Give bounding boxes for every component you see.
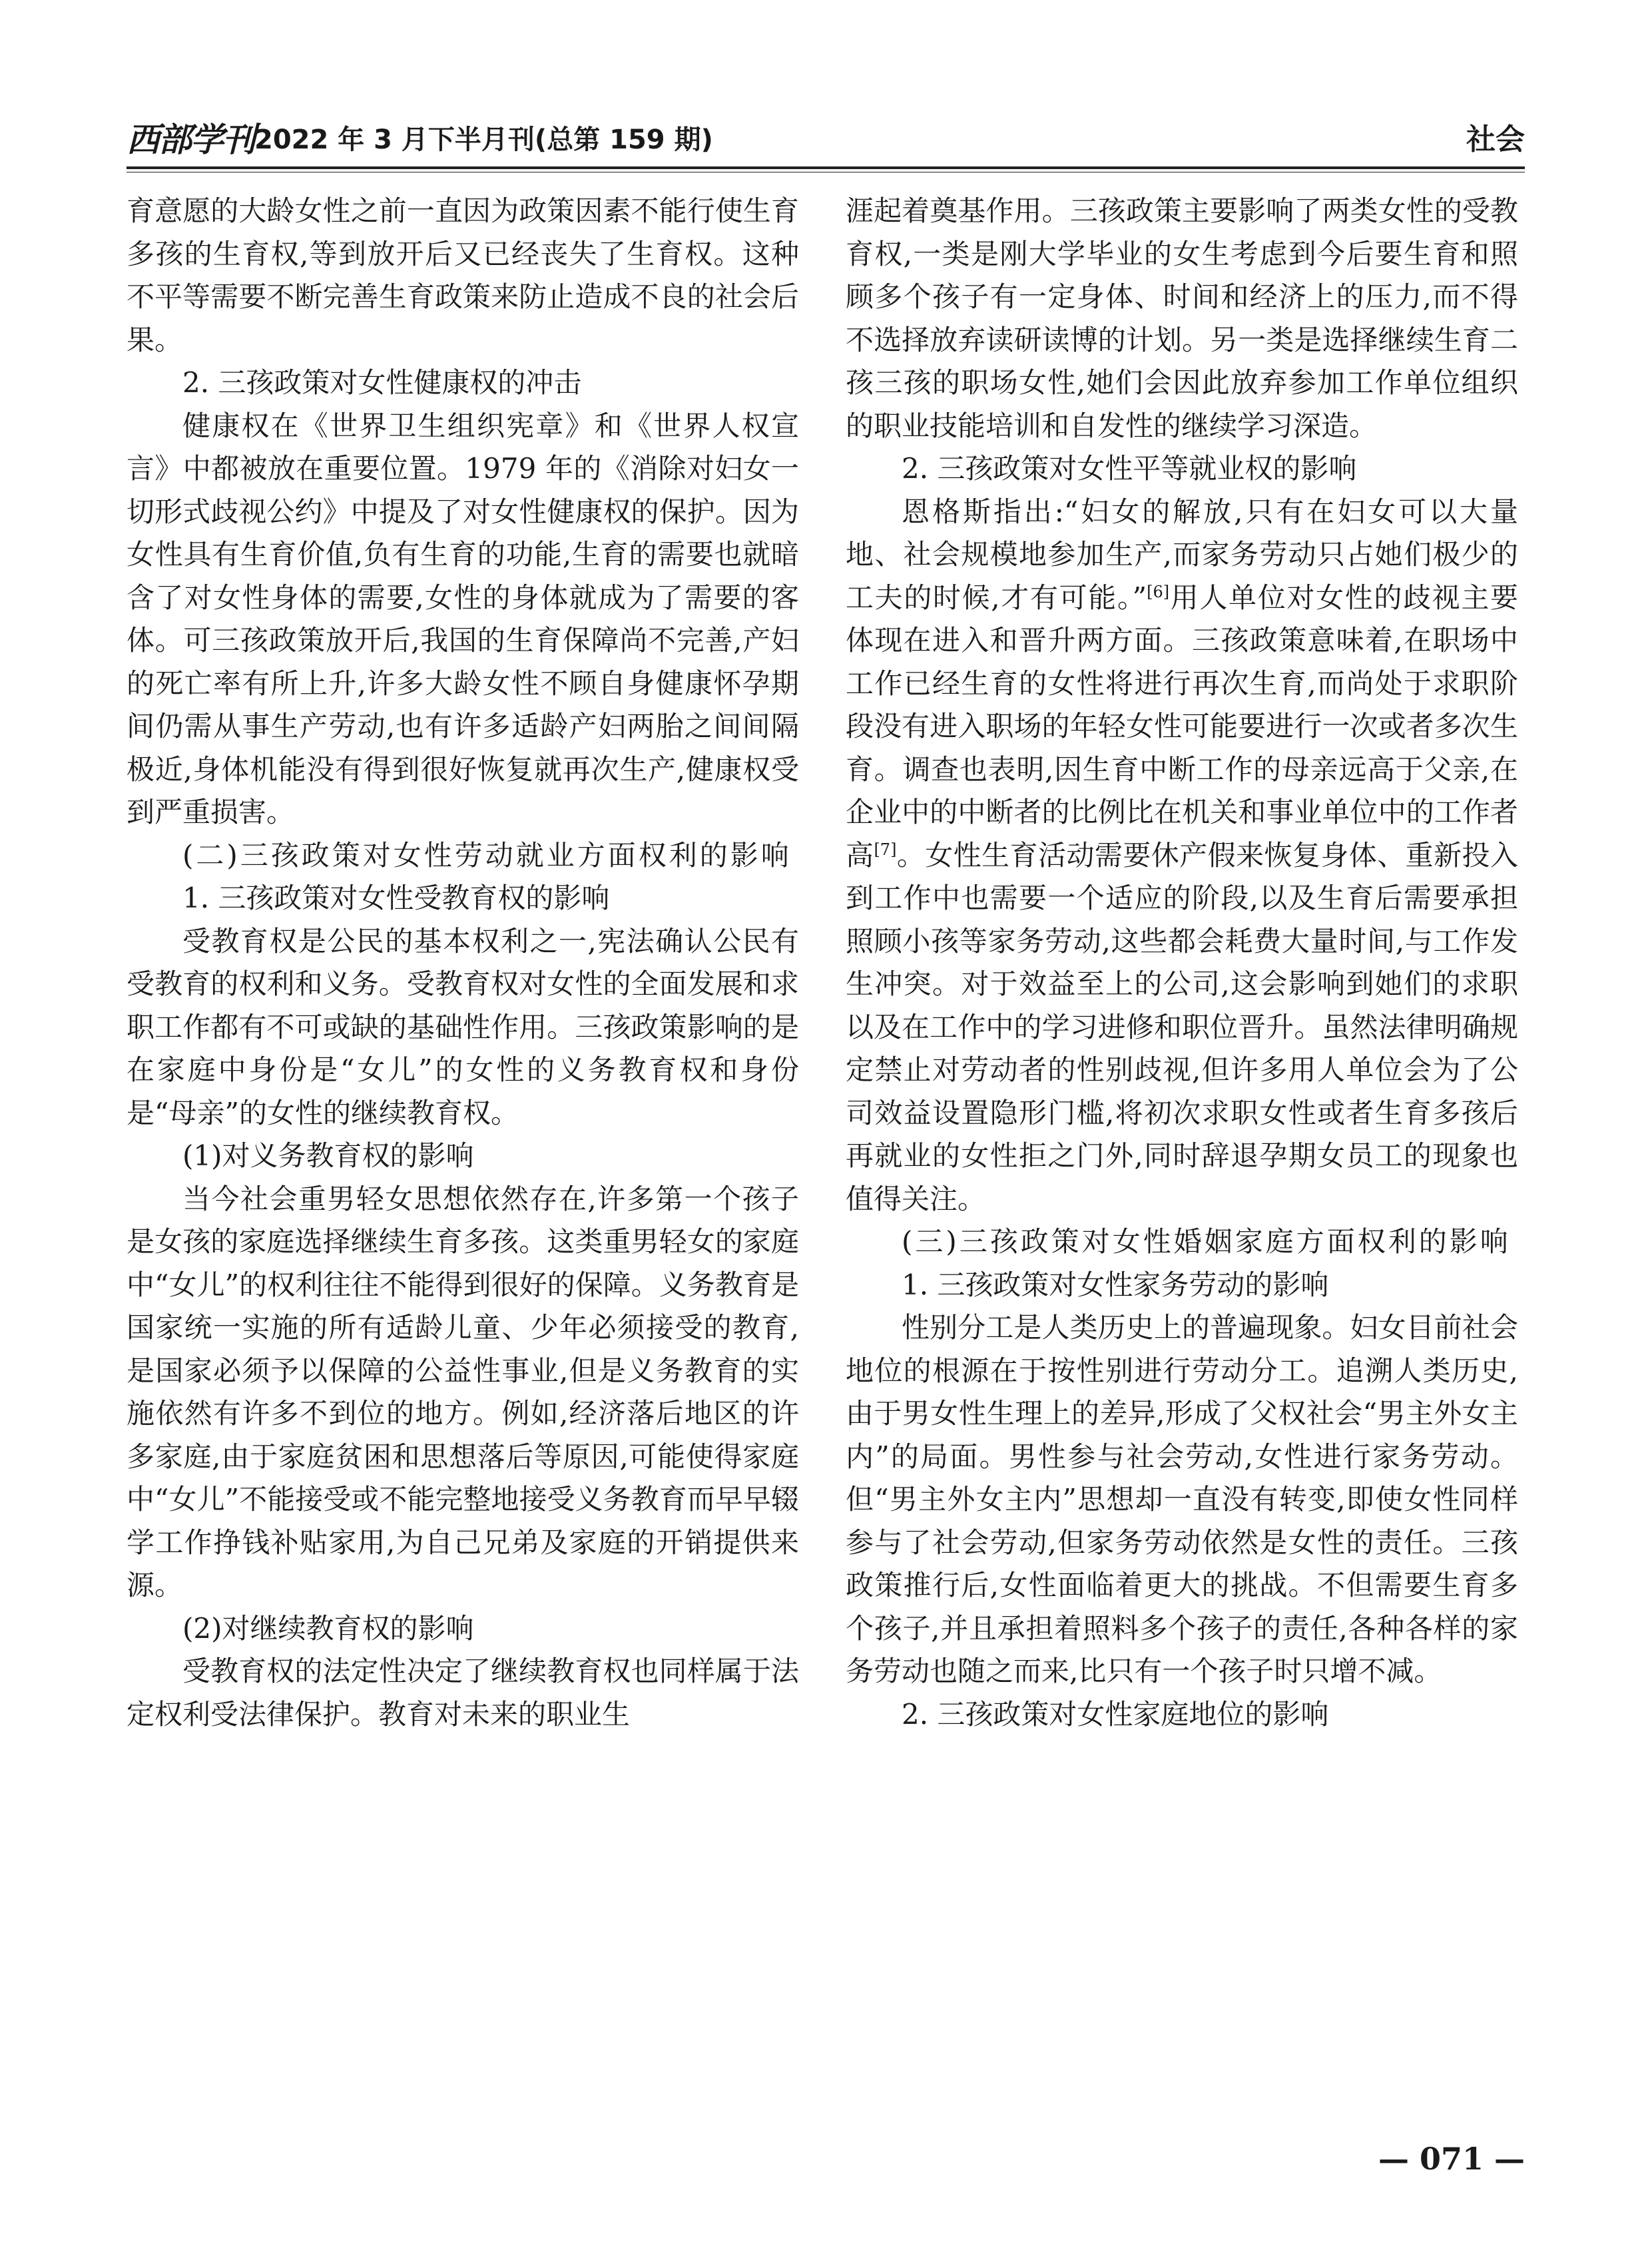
subheading: 1. 三孩政策对女性受教育权的影响 xyxy=(182,882,610,914)
section-heading: (二)三孩政策对女性劳动就业方面权利的影响 xyxy=(182,838,792,872)
page-header xyxy=(127,113,1525,160)
subheading: (2)对继续教育权的影响 xyxy=(182,1611,474,1645)
left-column xyxy=(127,190,799,1736)
paragraph xyxy=(846,491,1518,1221)
section-heading: (三)三孩政策对女性婚姻家庭方面权利的影响 xyxy=(902,1225,1511,1258)
subheading: 1. 三孩政策对女性家务劳动的影响 xyxy=(902,1268,1329,1301)
citation: [6] xyxy=(1147,582,1170,601)
page-number: — 071 — xyxy=(1378,2141,1525,2177)
paragraph-text: 。女性生育活动需要休产假来恢复身体、重新投入到工作中也需要一个适应的阶段,以及生育后需要承担照顾小孩等家务劳动,这些都会耗费大量时间,与工作发生冲突。对于效益至上的公司,这会影响到她们的求职以及在工作中的学习进修和职位晋升。虽然法律明确规定禁止对劳动者的性别歧视,但许多用人单位会为了公司效益设置隐形门槛,将初次求职女性或者生育多孩后再就业的女性拒之门外,同时辞退孕期女员工的现象也值得关注。 xyxy=(846,838,1518,1215)
header-rule xyxy=(127,166,1525,169)
paragraph: 受教育权是公民的基本权利之一,宪法确认公民有受教育的权利和义务。受教育权对女性的全面发展和求职工作都有不可或缺的基础性作用。三孩政策影响的是在家庭中身份是“女儿”的女性的义务教育权和身份是“母亲”的女性的继续教育权。 xyxy=(127,924,799,1129)
subheading: 2. 三孩政策对女性平等就业权的影响 xyxy=(902,452,1357,485)
paragraph-text: 用人单位对女性的歧视主要体现在进入和晋升两方面。三孩政策意味着,在职场中工作已经生育的女性将进行再次生育,而尚处于求职阶段没有进入职场的年轻女性可能要进行一次或者多次生育。调查也表明,因生育中断工作的母亲远高于父亲,在企业中的中断者的比例比在机关和事业单位中的工作者高 xyxy=(846,581,1518,872)
paragraph: 当今社会重男轻女思想依然存在,许多第一个孩子是女孩的家庭选择继续生育多孩。这类重男轻女的家庭中“女儿”的权利往往不能得到很好的保障。义务教育是国家统一实施的所有适龄儿童、少年必须接受的教育,是国家必须予以保障的公益性事业,但是义务教育的实施依然有许多不到位的地方。例如,经济落后地区的许多家庭,由于家庭贫困和思想落后等原因,可能使得家庭中“女儿”不能接受或不能完整地接受义务教育而早早辍学工作挣钱补贴家用,为自己兄弟及家庭的开销提供来源。 xyxy=(127,1182,799,1601)
paragraph: 健康权在《世界卫生组织宪章》和《世界人权宣言》中都被放在重要位置。1979 年的《消除对妇女一切形式歧视公约》中提及了对女性健康权的保护。因为女性具有生育价值,负有生育的功能,生育的需要也就暗含了对女性身体的需要,女性的身体就成为了需要的客体。可三孩政策放开后,我国的生育保障尚不完善,产妇的死亡率有所上升,许多大龄女性不顾自身健康怀孕期间仍需从事生产劳动,也有许多适龄产妇两胎之间间隔极近,身体机能没有得到很好恢复就再次生产,健康权受到严重损害。 xyxy=(127,409,799,828)
citation: [7] xyxy=(874,840,897,859)
section-label: 社会 xyxy=(1466,123,1525,156)
right-column xyxy=(846,190,1518,1736)
subheading: (1)对义务教育权的影响 xyxy=(182,1139,474,1172)
paragraph: 性别分工是人类历史上的普遍现象。妇女目前社会地位的根源在于按性别进行劳动分工。追溯人类历史,由于男女性生理上的差异,形成了父权社会“男主外女主内”的局面。男性参与社会劳动,女性进行家务劳动。但“男主外女主内”思想却一直没有转变,即使女性同样参与了社会劳动,但家务劳动依然是女性的责任。三孩政策推行后,女性面临着更大的挑战。不但需要生育多个孩子,并且承担着照料多个孩子的责任,各种各样的家务劳动也随之而来,比只有一个孩子时只增不减。 xyxy=(846,1311,1518,1687)
paragraph-text: 恩格斯指出:“妇女的解放,只有在妇女可以大量地、社会规模地参加生产,而家务劳动只占她们极少的工夫的时候,才有可能。” xyxy=(846,495,1518,614)
paragraph: 受教育权的法定性决定了继续教育权也同样属于法定权利受法律保护。教育对未来的职业生 xyxy=(127,1655,799,1731)
subheading: 2. 三孩政策对女性家庭地位的影响 xyxy=(902,1697,1329,1731)
header-left xyxy=(127,120,713,160)
issue-info: 2022 年 3 月下半月刊(总第 159 期) xyxy=(254,125,713,155)
paragraph: 涯起着奠基作用。三孩政策主要影响了两类女性的受教育权,一类是刚大学毕业的女生考虑到今后要生育和照顾多个孩子有一定身体、时间和经济上的压力,而不得不选择放弃读研读博的计划。另一类是选择继续生育二孩三孩的职场女性,她们会因此放弃参加工作单位组织的职业技能培训和自发性的继续学习深造。 xyxy=(846,194,1518,442)
subheading: 2. 三孩政策对女性健康权的冲击 xyxy=(182,366,582,399)
paragraph: 育意愿的大龄女性之前一直因为政策因素不能行使生育多孩的生育权,等到放开后又已经丧失了生育权。这种不平等需要不断完善生育政策来防止造成不良的社会后果。 xyxy=(127,194,799,356)
journal-logo: 西部学刊 xyxy=(127,120,254,159)
